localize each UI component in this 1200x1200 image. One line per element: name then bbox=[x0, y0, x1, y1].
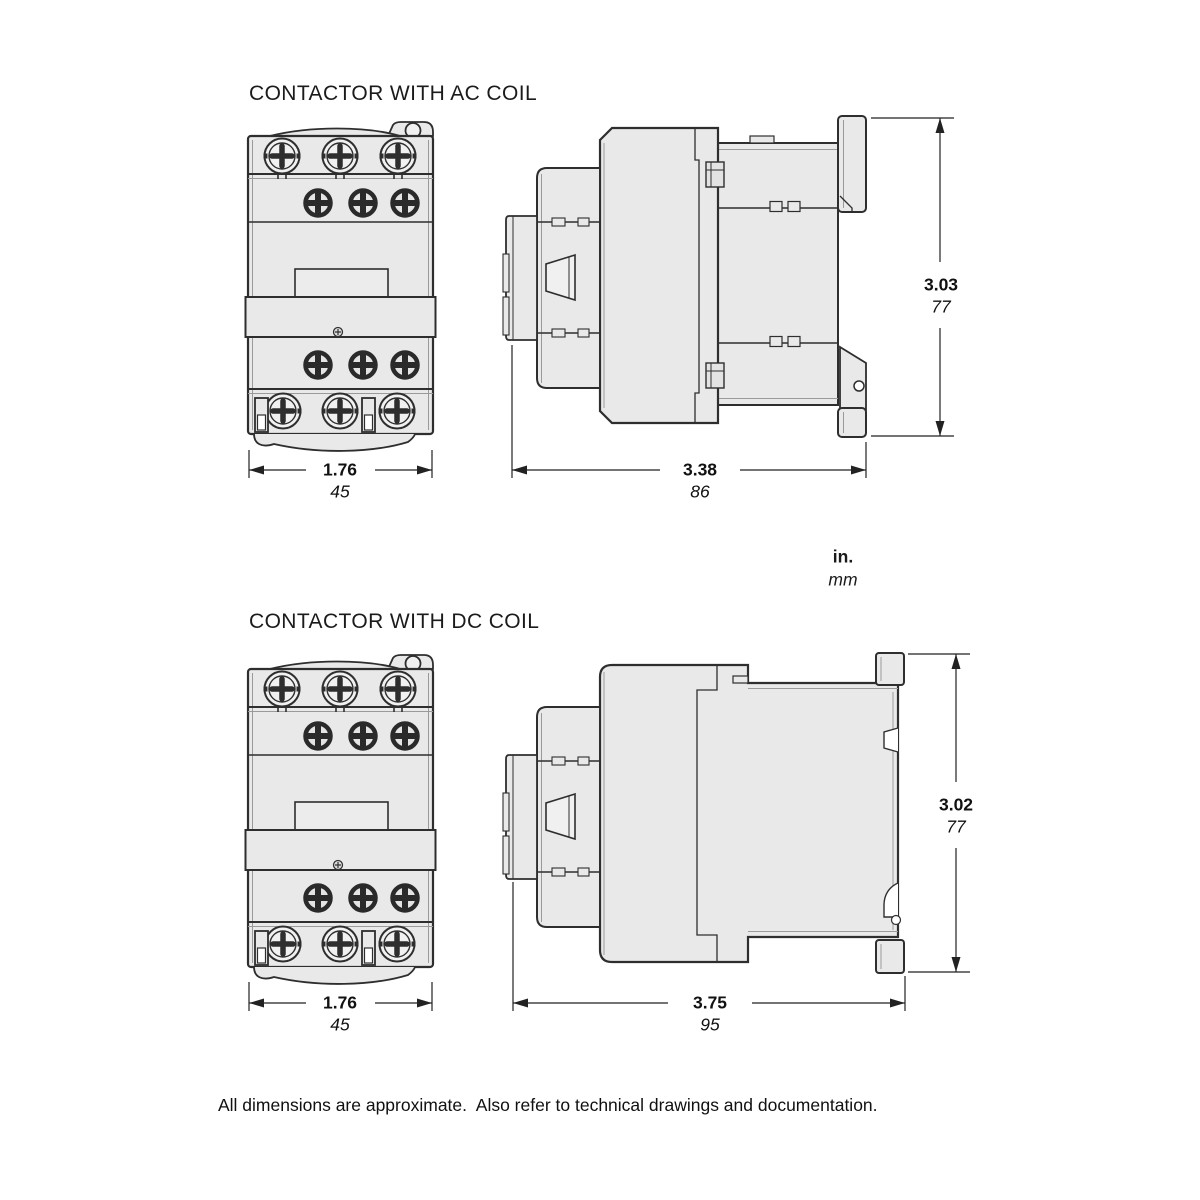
ac-figure-title: CONTACTOR WITH AC COIL bbox=[249, 82, 538, 105]
dc-front-view bbox=[246, 655, 436, 984]
ac-side-view bbox=[503, 116, 866, 437]
dc-side-terminal-block bbox=[503, 707, 600, 927]
ac-side-depth-inches: 3.38 bbox=[677, 460, 723, 480]
ac-side-terminal-block bbox=[503, 168, 600, 388]
ac-height-inches: 3.03 bbox=[918, 275, 964, 295]
ac-front-width-inches: 1.76 bbox=[317, 460, 363, 480]
dc-figure-title: CONTACTOR WITH DC COIL bbox=[249, 610, 540, 633]
dc-side-depth-inches: 3.75 bbox=[687, 993, 733, 1013]
dc-side-view bbox=[503, 653, 904, 973]
ac-height-mm: 77 bbox=[925, 297, 956, 317]
dc-figure bbox=[246, 653, 971, 1011]
units-legend-mm: mm bbox=[828, 569, 858, 590]
footer-disclaimer: All dimensions are approximate. Also refer to technical drawings and documentation. bbox=[218, 1095, 878, 1115]
ac-figure bbox=[246, 116, 955, 478]
dc-side-depth-mm: 95 bbox=[694, 1015, 725, 1035]
ac-side-depth-mm: 86 bbox=[684, 482, 715, 502]
ac-front-width-mm: 45 bbox=[324, 482, 355, 502]
dc-front-width-mm: 45 bbox=[324, 1015, 355, 1035]
ac-front-view bbox=[246, 122, 436, 451]
dc-height-mm: 77 bbox=[940, 817, 971, 837]
dc-height-inches: 3.02 bbox=[933, 795, 979, 815]
units-legend-inches: in. bbox=[832, 546, 854, 567]
dc-front-width-inches: 1.76 bbox=[317, 993, 363, 1013]
